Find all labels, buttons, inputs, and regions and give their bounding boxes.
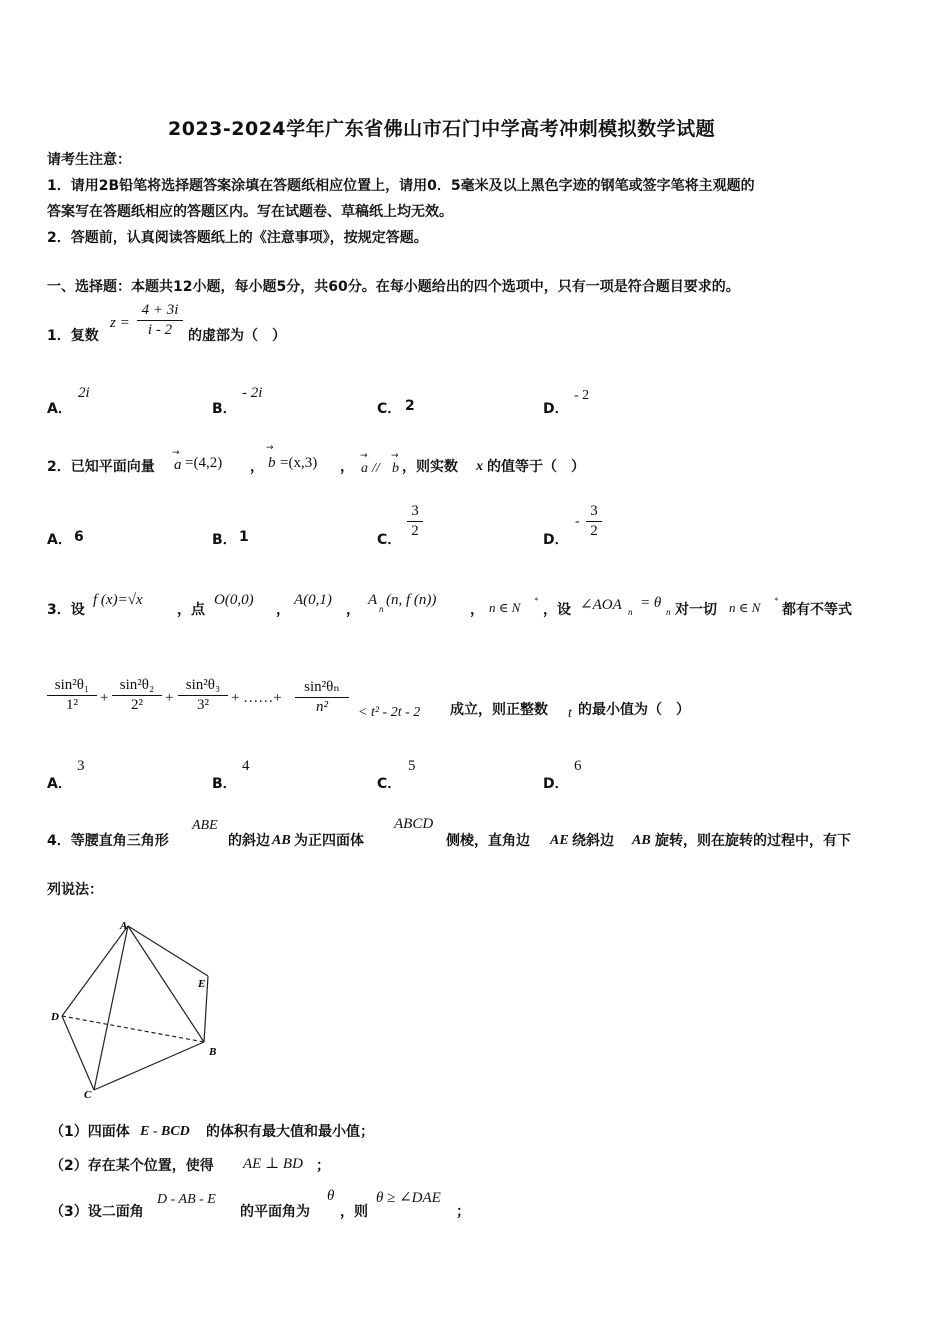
q2-option-c-bar	[407, 521, 423, 522]
q3-sum-term-1-den: 1²	[66, 697, 78, 713]
q4-text-5: 旋转，则在旋转的过程中，有下	[655, 833, 851, 849]
q1-var: z =	[110, 315, 130, 331]
q2-prefix: 2．已知平面向量	[47, 459, 155, 475]
page-title: 2023-2024学年广东省佛山市石门中学高考冲刺模拟数学试题	[168, 118, 716, 140]
q2-sep-2: ，	[340, 459, 354, 475]
q2-b-vec: b	[268, 455, 276, 471]
q4-ab-1: AB	[272, 833, 291, 848]
q1-denominator: i - 2	[147, 322, 173, 338]
vertex-label-b: B	[209, 1046, 217, 1058]
q3-suffix-2: 的最小值为（ ）	[578, 702, 690, 718]
q1-option-d-value: - 2	[574, 388, 590, 403]
q2-a-value: =(4,2)	[185, 455, 223, 471]
q2-option-d-fraction	[586, 503, 602, 540]
q2-option-d-sign: -	[575, 514, 580, 529]
q3-f-def: f (x)=√x	[93, 592, 143, 608]
q4-text-1: 的斜边	[228, 833, 270, 849]
edge-ab	[128, 926, 204, 1042]
q3-angle-sub: n	[628, 607, 633, 617]
q2-option-c-label: C．	[377, 532, 402, 548]
q3-option-d-value: 6	[574, 758, 582, 774]
q2-a-arrow: →	[172, 448, 180, 458]
q3-option-b-value: 4	[242, 758, 250, 774]
q3-dots: + ……+	[231, 690, 282, 706]
q3-point-an: A	[368, 592, 378, 608]
q1-option-b-label: B．	[212, 401, 237, 417]
q3-suffix-1: 成立，则正整数	[450, 702, 548, 718]
q1-fraction	[137, 302, 183, 339]
q3-point-an-sub: n	[379, 604, 384, 614]
q2-par-a: a	[361, 461, 368, 476]
q4-statement-3-mid: 的平面角为	[240, 1204, 310, 1220]
q2-option-d-bar	[586, 521, 602, 522]
q4-statement-3-math: D - AB - E	[157, 1192, 216, 1207]
q3-sum-term-n-bar	[295, 697, 349, 698]
q3-inequality-rhs: < t² - 2t - 2	[358, 705, 421, 720]
q4-abcd: ABCD	[394, 816, 434, 832]
q2-par-a-arrow: →	[360, 451, 368, 461]
q2-option-a-value: 6	[74, 529, 84, 545]
q3-option-d-label: D．	[543, 776, 569, 792]
vertex-label-c: C	[84, 1089, 92, 1101]
q1-option-b-value: - 2i	[242, 385, 263, 401]
q3-sum-term-3	[178, 677, 228, 714]
q3-sum-term-2	[112, 677, 162, 714]
q3-text-7: 都有不等式	[782, 602, 852, 618]
q2-a-vec: a	[174, 457, 182, 473]
q4-statement-1-suffix: 的体积有最大值和最小值；	[206, 1124, 374, 1140]
q2-par-op: //	[372, 461, 380, 476]
notice-item-1-line-1: 1．请用2B铅笔将选择题答案涂填在答题纸相应位置上，请用0．5毫米及以上黑色字迹的钢笔或签字笔将主观题的	[47, 178, 755, 194]
q3-text-3: ，	[346, 602, 360, 618]
q2-sep-1: ，	[250, 459, 264, 475]
q4-statement-3-suffix: ；	[456, 1204, 470, 1220]
q4-statement-2-math: AE ⊥ BD	[243, 1156, 303, 1172]
notice-heading: 请考生注意：	[47, 152, 131, 168]
q3-text-1: ，点	[177, 602, 205, 618]
q3-point-o: O(0,0)	[214, 592, 254, 608]
edge-ac	[94, 926, 128, 1090]
q3-point-a: A(0,1)	[294, 592, 332, 608]
q3-sum-term-3-bar	[178, 695, 228, 696]
q3-plus-2: +	[165, 690, 174, 706]
q3-plus-1: +	[100, 690, 109, 706]
q2-option-d-label: D．	[543, 532, 569, 548]
q1-option-c-label: C．	[377, 401, 402, 417]
edge-ae	[128, 926, 208, 976]
q1-fraction-bar	[137, 320, 183, 321]
q4-line-2: 列说法：	[47, 882, 103, 898]
q3-option-c-label: C．	[377, 776, 402, 792]
q3-sum-term-n-den: n²	[316, 699, 328, 715]
q3-n-in-n: n ∈ N	[489, 600, 521, 615]
q1-option-a-value: 2i	[78, 385, 90, 401]
q2-b-value: =(x,3)	[280, 455, 318, 471]
q3-sum-term-1-bar	[47, 695, 97, 696]
q2-b-arrow: →	[266, 443, 274, 453]
q3-option-c-value: 5	[408, 758, 416, 774]
q3-sum-term-1	[47, 677, 97, 714]
vertex-label-a: A	[120, 920, 128, 932]
q3-angle-eq-sub: n	[666, 607, 671, 617]
q2-option-b-label: B．	[212, 532, 237, 548]
q3-var-t: t	[568, 706, 572, 721]
q2-option-b-value: 1	[239, 529, 249, 545]
q3-option-a-value: 3	[77, 758, 85, 774]
q3-angle-eq: = θ	[640, 595, 662, 611]
q4-statement-1-math: E - BCD	[140, 1124, 190, 1139]
edge-cb	[94, 1042, 204, 1090]
q3-option-a-label: A．	[47, 776, 72, 792]
q4-statement-3-ineq: θ ≥ ∠DAE	[376, 1190, 441, 1206]
edge-dc	[62, 1016, 94, 1090]
q3-n-in-n-2: n ∈ N	[729, 600, 761, 615]
q2-par-b-arrow: →	[391, 451, 399, 461]
q4-abe: ABE	[192, 818, 218, 833]
q3-angle: ∠AOA	[580, 597, 622, 613]
q2-mid: ，则实数	[402, 459, 458, 475]
q2-suffix: 的值等于（ ）	[487, 459, 585, 475]
q1-prefix: 1．复数	[47, 328, 99, 344]
q3-sum-term-3-den: 3²	[197, 697, 209, 713]
q4-statement-1-prefix: （1）四面体	[50, 1124, 130, 1140]
q1-suffix: 的虚部为（ ）	[188, 328, 286, 344]
q4-text-3: 侧棱，直角边	[446, 833, 530, 849]
q3-n-in-n-2-sup: *	[774, 596, 778, 605]
q4-ae: AE	[550, 833, 569, 848]
q3-prefix: 3．设	[47, 602, 85, 618]
q4-text-2: 为正四面体	[294, 833, 364, 849]
q1-option-c-value: 2	[405, 398, 415, 414]
q3-text-5: ，设	[543, 602, 571, 618]
q3-option-b-label: B．	[212, 776, 237, 792]
q4-statement-3-then: ，则	[340, 1204, 368, 1220]
q3-sum-term-n	[295, 677, 349, 716]
q1-numerator: 4 + 3i	[141, 302, 179, 318]
q3-sum-term-3-num: sin²θ₃	[185, 677, 221, 693]
q4-statement-3-prefix: （3）设二面角	[50, 1204, 144, 1220]
q4-statement-2-suffix: ；	[316, 1158, 330, 1174]
q3-text-6: 对一切	[675, 602, 717, 618]
q2-option-d-den: 2	[590, 523, 598, 539]
q3-text-2: ，	[276, 602, 290, 618]
section-heading: 一、选择题：本题共12小题，每小题5分，共60分。在每小题给出的四个选项中，只有一项是符合题目要求的。	[47, 279, 740, 295]
q4-prefix: 4．等腰直角三角形	[47, 833, 169, 849]
q1-option-a-label: A．	[47, 401, 72, 417]
vertex-label-e: E	[198, 978, 206, 990]
q2-option-d-num: 3	[590, 503, 598, 519]
q3-text-4: ，	[470, 602, 484, 618]
edge-db-hidden	[62, 1016, 204, 1042]
q2-option-c-fraction	[407, 503, 423, 540]
q3-sum-term-2-bar	[112, 695, 162, 696]
q3-sum-term-n-num: sin²θₙ	[304, 679, 340, 695]
q3-sum-term-2-den: 2²	[131, 697, 143, 713]
q3-point-an-tail: (n, f (n))	[386, 592, 437, 608]
q2-var-x: x	[476, 459, 483, 474]
q3-sum-term-2-num: sin²θ₂	[119, 677, 155, 693]
q2-option-c-den: 2	[411, 523, 419, 539]
q2-par-b: b	[392, 461, 399, 476]
q4-statement-3-theta: θ	[327, 1188, 335, 1204]
tetrahedron-figure	[46, 918, 226, 1103]
q3-sum-term-1-num: sin²θ₁	[54, 677, 90, 693]
q1-option-d-label: D．	[543, 401, 569, 417]
q2-option-a-label: A．	[47, 532, 72, 548]
q4-ab-2: AB	[632, 833, 651, 848]
vertex-label-d: D	[51, 1011, 59, 1023]
q3-n-in-n-sup: *	[534, 596, 538, 605]
q4-text-4: 绕斜边	[572, 833, 614, 849]
q2-option-c-num: 3	[411, 503, 419, 519]
notice-item-2: 2．答题前，认真阅读答题纸上的《注意事项》，按规定答题。	[47, 230, 428, 246]
q4-statement-2-prefix: （2）存在某个位置，使得	[50, 1158, 214, 1174]
notice-item-1-line-2: 答案写在答题纸相应的答题区内。写在试题卷、草稿纸上均无效。	[47, 204, 453, 220]
